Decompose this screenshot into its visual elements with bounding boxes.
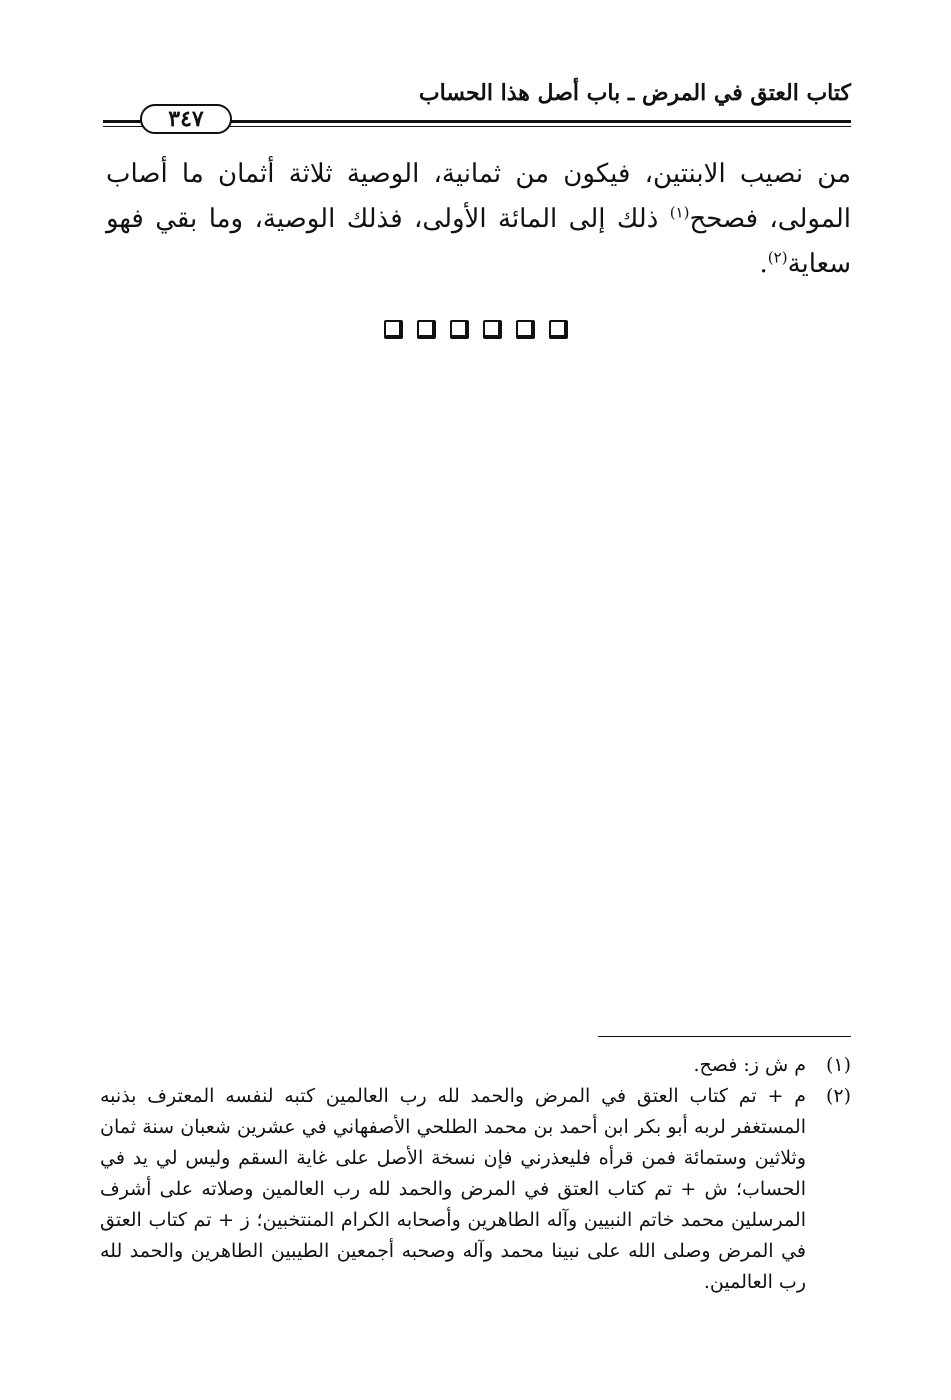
main-paragraph <box>106 152 851 287</box>
main-text <box>106 152 851 287</box>
separator-square <box>417 320 436 339</box>
separator-square <box>516 320 535 339</box>
text-part-3: . <box>759 249 768 279</box>
text-part-1: من نصيب الابنتين، فيكون من ثمانية، الوصية ثلاثة أثمان ما أصاب المولى، فصحح <box>106 159 851 234</box>
footnote-1 <box>100 1050 851 1081</box>
footnote-number: (٢) <box>825 1085 851 1107</box>
footnote-number: (١) <box>825 1054 851 1076</box>
separator-square <box>549 320 568 339</box>
running-header: كتاب العتق في المرض ـ باب أصل هذا الحساب <box>418 80 851 106</box>
footnote-text: م ش ز: فصح. <box>693 1054 806 1076</box>
separator-square <box>450 320 469 339</box>
footnote-ref-2[interactable]: (٢) <box>767 248 788 267</box>
separator-square <box>483 320 502 339</box>
footnote-text: م + تم كتاب العتق في المرض والحمد لله رب العالمين كتبه لنفسه المعترف بذنبه المستغفر لربه أبو بكر ابن أحمد بن محمد الطلحي الأصفهاني في عشرين شعبان سنة ثمان وثلاثين وستمائة فمن قرأه فليعذرني فإن نسخة الأصل على غاية السقم وليس لي يد في الحساب؛ ش + تم كتاب العتق في المرض والحمد لله رب العالمين وصلاته على أشرف المرسلين محمد خاتم النبيين وآله الطاهرين وأصحابه الكرام المنتخبين؛ ز + تم كتاب العتق في المرض وصلى الله على نبينا محمد وآله وصحبه أجمعين الطيبين الطاهرين والحمد لله رب العالمين. <box>100 1085 806 1293</box>
page-number: ٣٤٧ <box>168 106 204 132</box>
footnotes <box>100 1050 851 1298</box>
page-number-badge <box>140 104 232 134</box>
section-separator <box>0 320 951 339</box>
footnote-2 <box>100 1081 851 1298</box>
footnote-ref-1[interactable]: (١) <box>669 203 690 222</box>
text-part-2: ذلك إلى المائة الأولى، فذلك الوصية، وما بقي فهو سعاية <box>106 204 851 279</box>
separator-square <box>384 320 403 339</box>
footnote-rule <box>598 1036 851 1037</box>
